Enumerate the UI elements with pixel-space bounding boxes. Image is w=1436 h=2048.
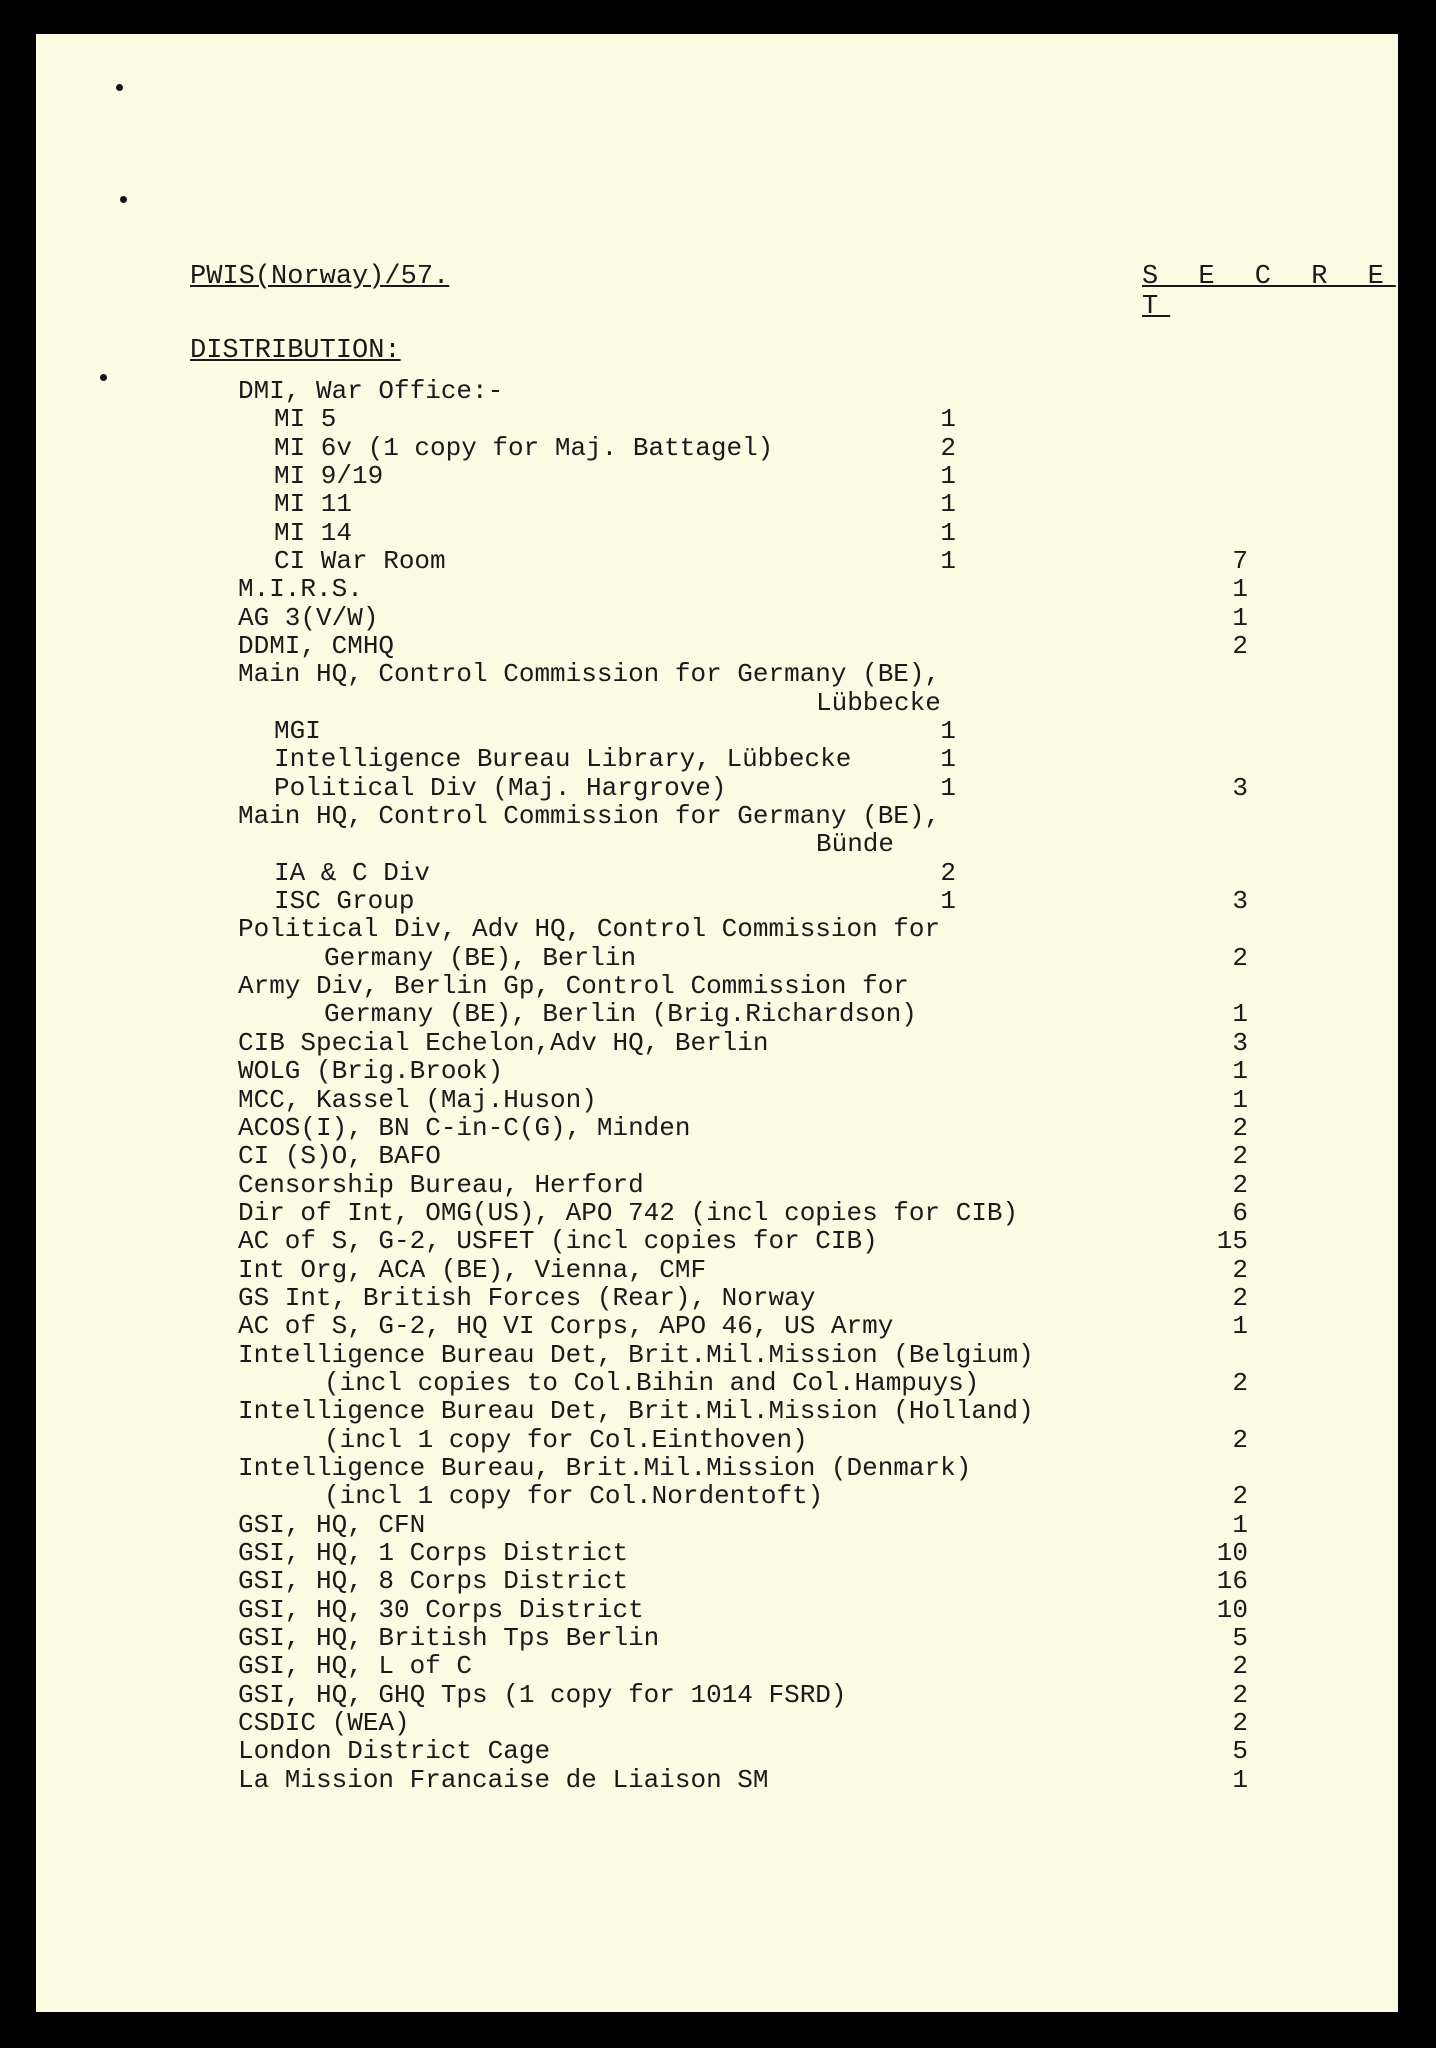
total-copy-count: 2 <box>1232 1282 1248 1313</box>
distribution-row <box>36 1652 1398 1680</box>
sub-copy-count: 2 <box>940 432 956 463</box>
typed-memo <box>36 34 1398 2012</box>
distribution-row <box>36 1227 1398 1255</box>
distribution-row <box>36 745 1398 773</box>
recipient-name: Int Org, ACA (BE), Vienna, CMF <box>238 1254 707 1285</box>
distribution-row <box>36 1737 1398 1765</box>
recipient-name: Political Div (Maj. Hargrove) <box>274 772 727 803</box>
distribution-row <box>36 1624 1398 1652</box>
total-copy-count: 1 <box>1232 1056 1248 1087</box>
recipient-name: MI 6v (1 copy for Maj. Battagel) <box>274 432 774 463</box>
distribution-row <box>36 1482 1398 1510</box>
distribution-row <box>36 1397 1398 1425</box>
distribution-row <box>36 1199 1398 1227</box>
distribution-row <box>36 915 1398 943</box>
recipient-name: MGI <box>274 716 321 747</box>
distribution-row <box>36 632 1398 660</box>
recipient-name: M.I.R.S. <box>238 574 363 605</box>
distribution-row <box>36 1312 1398 1340</box>
recipient-name: Intelligence Bureau Library, Lübbecke <box>274 744 852 775</box>
total-copy-count: 3 <box>1232 1027 1248 1058</box>
distribution-row <box>36 462 1398 490</box>
recipient-name: MI 9/19 <box>274 461 384 492</box>
total-copy-count: 2 <box>1232 1424 1248 1455</box>
distribution-row <box>36 1057 1398 1085</box>
recipient-name: MCC, Kassel (Maj.Huson) <box>238 1084 597 1115</box>
total-copy-count: 5 <box>1232 1736 1248 1767</box>
total-copy-count: 7 <box>1232 546 1248 577</box>
total-copy-count: 2 <box>1232 1707 1248 1738</box>
recipient-name: CSDIC (WEA) <box>238 1707 410 1738</box>
recipient-name: CIB Special Echelon,Adv HQ, Berlin <box>238 1027 769 1058</box>
recipient-name: CI (S)O, BAFO <box>238 1141 441 1172</box>
distribution-row <box>36 1426 1398 1454</box>
total-copy-count: 5 <box>1232 1622 1248 1653</box>
distribution-row <box>36 859 1398 887</box>
distribution-row <box>36 405 1398 433</box>
recipient-name: AC of S, G-2, HQ VI Corps, APO 46, US Army <box>238 1311 894 1342</box>
total-copy-count: 2 <box>1232 1169 1248 1200</box>
recipient-name: DMI, War Office:- <box>238 376 504 406</box>
total-copy-count: 2 <box>1232 631 1248 662</box>
total-copy-count: 10 <box>1216 1594 1248 1625</box>
recipient-name: MI 11 <box>274 489 353 520</box>
recipient-name: Germany (BE), Berlin <box>324 942 637 973</box>
total-copy-count: 1 <box>1232 999 1248 1030</box>
recipient-name: (incl copies to Col.Bihin and Col.Hampuys) <box>324 1367 980 1398</box>
sub-copy-count: 1 <box>940 404 956 435</box>
distribution-row <box>36 1369 1398 1397</box>
total-copy-count: 2 <box>1232 1651 1248 1682</box>
distribution-row <box>36 1766 1398 1794</box>
distribution-row <box>36 717 1398 745</box>
distribution-row <box>36 1681 1398 1709</box>
distribution-row <box>36 1709 1398 1737</box>
total-copy-count: 1 <box>1232 602 1248 633</box>
distribution-row <box>36 1567 1398 1595</box>
total-copy-count: 1 <box>1232 1311 1248 1342</box>
total-copy-count: 6 <box>1232 1197 1248 1228</box>
total-copy-count: 15 <box>1216 1226 1248 1257</box>
distribution-row <box>36 944 1398 972</box>
distribution-row <box>36 887 1398 915</box>
classification-stamp: S E C R E T <box>1142 262 1396 322</box>
distribution-row <box>36 1454 1398 1482</box>
recipient-name: ISC Group <box>274 886 415 917</box>
recipient-name: AC of S, G-2, USFET (incl copies for CIB) <box>238 1226 878 1257</box>
distribution-row <box>36 802 1398 830</box>
sub-copy-count: 1 <box>940 772 956 803</box>
recipient-name: GSI, HQ, British Tps Berlin <box>238 1622 660 1653</box>
recipient-name: DDMI, CMHQ <box>238 631 395 662</box>
recipient-name: Intelligence Bureau Det, Brit.Mil.Mission (Holland) <box>238 1396 1034 1427</box>
distribution-row <box>36 1029 1398 1057</box>
distribution-row <box>36 1596 1398 1624</box>
sub-copy-count: 1 <box>940 744 956 775</box>
recipient-name: Main HQ, Control Commission for Germany (BE), <box>238 801 941 832</box>
recipient-name: GSI, HQ, 30 Corps District <box>238 1594 644 1625</box>
recipient-name: ACOS(I), BN C-in-C(G), Minden <box>238 1112 691 1143</box>
recipient-name: MI 5 <box>274 404 337 435</box>
distribution-row <box>36 1114 1398 1142</box>
total-copy-count: 1 <box>1232 1509 1248 1540</box>
recipient-name: (incl 1 copy for Col.Einthoven) <box>324 1424 808 1455</box>
distribution-row <box>36 434 1398 462</box>
sub-copy-count: 2 <box>940 857 956 888</box>
recipient-name: Germany (BE), Berlin (Brig.Richardson) <box>324 999 917 1030</box>
recipient-name: GSI, HQ, GHQ Tps (1 copy for 1014 FSRD) <box>238 1679 847 1710</box>
distribution-row <box>36 575 1398 603</box>
recipient-name: London District Cage <box>238 1736 551 1767</box>
recipient-name: Main HQ, Control Commission for Germany (BE), <box>238 659 941 690</box>
document-page <box>36 34 1398 2012</box>
distribution-row <box>36 490 1398 518</box>
sub-copy-count: 1 <box>940 517 956 548</box>
total-copy-count: 16 <box>1216 1566 1248 1597</box>
document-reference: PWIS(Norway)/57. <box>190 262 450 292</box>
distribution-row <box>36 660 1398 688</box>
sub-copy-count: 1 <box>940 886 956 917</box>
distribution-row <box>36 547 1398 575</box>
distribution-row <box>36 1142 1398 1170</box>
recipient-name: GSI, HQ, 8 Corps District <box>238 1566 629 1597</box>
recipient-name: Intelligence Bureau Det, Brit.Mil.Mission (Belgium) <box>238 1339 1034 1370</box>
distribution-row <box>36 1511 1398 1539</box>
recipient-name: WOLG (Brig.Brook) <box>238 1056 504 1087</box>
sub-copy-count: 1 <box>940 716 956 747</box>
distribution-row <box>36 830 1398 858</box>
total-copy-count: 3 <box>1232 886 1248 917</box>
distribution-row <box>36 1171 1398 1199</box>
total-copy-count: 2 <box>1232 1679 1248 1710</box>
recipient-name: MI 14 <box>274 517 353 548</box>
distribution-row <box>36 1000 1398 1028</box>
distribution-row <box>36 377 1398 405</box>
distribution-row <box>36 1341 1398 1369</box>
total-copy-count: 3 <box>1232 772 1248 803</box>
recipient-name: La Mission Francaise de Liaison SM <box>238 1764 769 1795</box>
recipient-name: Army Div, Berlin Gp, Control Commission for <box>238 971 909 1002</box>
total-copy-count: 2 <box>1232 942 1248 973</box>
recipient-name: Bünde <box>816 829 895 860</box>
distribution-row <box>36 1284 1398 1312</box>
sub-copy-count: 1 <box>940 489 956 520</box>
distribution-row <box>36 774 1398 802</box>
recipient-name: Dir of Int, OMG(US), APO 742 (incl copies for CIB) <box>238 1197 1019 1228</box>
recipient-name: CI War Room <box>274 546 446 577</box>
total-copy-count: 1 <box>1232 1084 1248 1115</box>
sub-copy-count: 1 <box>940 461 956 492</box>
recipient-name: Censorship Bureau, Herford <box>238 1169 644 1200</box>
total-copy-count: 1 <box>1232 1764 1248 1795</box>
distribution-row <box>36 1256 1398 1284</box>
distribution-row <box>36 1539 1398 1567</box>
total-copy-count: 2 <box>1232 1112 1248 1143</box>
distribution-row <box>36 519 1398 547</box>
recipient-name: (incl 1 copy for Col.Nordentoft) <box>324 1481 824 1512</box>
recipient-name: IA & C Div <box>274 857 431 888</box>
total-copy-count: 1 <box>1232 574 1248 605</box>
recipient-name: GSI, HQ, L of C <box>238 1651 473 1682</box>
total-copy-count: 2 <box>1232 1254 1248 1285</box>
distribution-row <box>36 972 1398 1000</box>
distribution-row <box>36 1086 1398 1114</box>
sub-copy-count: 1 <box>940 546 956 577</box>
recipient-name: Lübbecke <box>816 687 941 718</box>
total-copy-count: 2 <box>1232 1141 1248 1172</box>
recipient-name: Intelligence Bureau, Brit.Mil.Mission (Denmark) <box>238 1452 972 1483</box>
recipient-name: GSI, HQ, 1 Corps District <box>238 1537 629 1568</box>
recipient-name: Political Div, Adv HQ, Control Commission for <box>238 914 941 945</box>
total-copy-count: 10 <box>1216 1537 1248 1568</box>
distribution-row <box>36 604 1398 632</box>
total-copy-count: 2 <box>1232 1367 1248 1398</box>
recipient-name: GSI, HQ, CFN <box>238 1509 426 1540</box>
recipient-name: AG 3(V/W) <box>238 602 379 633</box>
recipient-name: GS Int, British Forces (Rear), Norway <box>238 1282 816 1313</box>
distribution-heading: DISTRIBUTION: <box>190 336 401 366</box>
total-copy-count: 2 <box>1232 1481 1248 1512</box>
distribution-row <box>36 689 1398 717</box>
